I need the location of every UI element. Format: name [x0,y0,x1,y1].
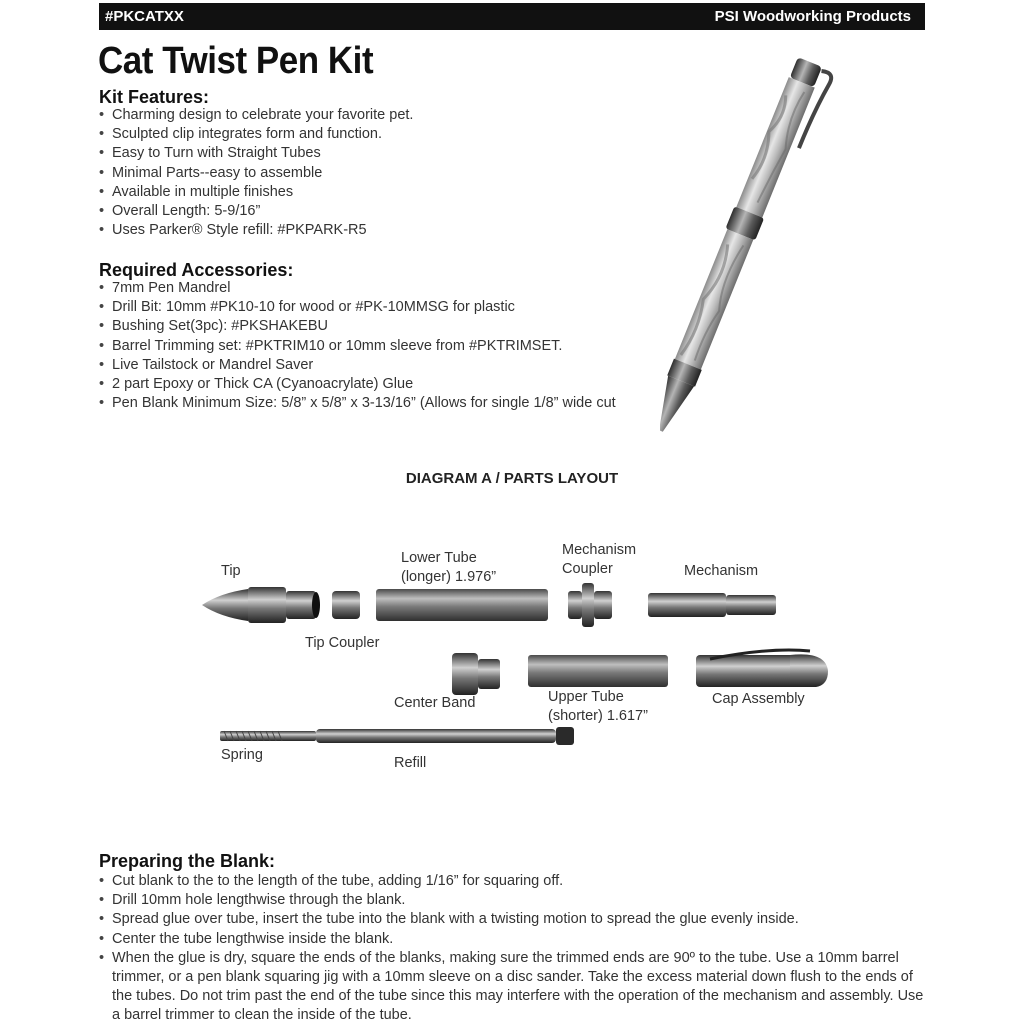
label-tip: Tip [221,563,241,579]
assembled-pen-image [660,40,930,460]
cap-assembly-part [696,650,828,687]
lower-tube-part [376,589,548,621]
page-title: Cat Twist Pen Kit [98,40,374,82]
tip-part [202,587,320,623]
refill-part [220,727,574,745]
header-bar [99,3,925,30]
label-center-band: Center Band [394,695,476,711]
list-item: • Barrel Trimming set: #PKTRIM10 or 10mm sleeve from #PKTRIMSET. [99,337,616,356]
label-upper-tube-length: (shorter) 1.617” [548,708,648,724]
features-list [99,106,413,240]
list-item: • Center the tube lengthwise inside the blank. [99,930,929,949]
list-item: • Uses Parker® Style refill: #PKPARK-R5 [99,221,413,240]
list-item: • Minimal Parts--easy to assemble [99,164,413,183]
label-upper-tube: Upper Tube [548,689,624,705]
list-item: • Drill 10mm hole lengthwise through the blank. [99,891,929,910]
label-mechanism-coupler-2: Coupler [562,561,613,577]
tip-coupler-part [332,591,360,619]
preparing-heading: Preparing the Blank: [99,851,276,871]
center-band-part [452,653,500,695]
list-item: • When the glue is dry, square the ends of the blanks, making sure the trimmed ends are 90º to the tube. Use a 10mm barrel trimmer, or a pen blank squaring jig with a 10mm sleeve on a disc sander. Take the excess material down flush to the ends of the tubes. Do not trim past the end of the tube since this may interfere with the operation of the mechanism and assembly. Use a barrel trimmer to clean the inside of the tube. [99,949,929,1026]
list-item: • Live Tailstock or Mandrel Saver [99,356,616,375]
list-item: • Spread glue over tube, insert the tube into the blank with a twisting motion to spread the glue evenly inside. [99,910,929,929]
accessories-heading: Required Accessories: [99,260,294,280]
parts-diagram [190,575,850,775]
mechanism-part [648,593,776,617]
label-spring: Spring [221,747,263,763]
brand-label: PSI Woodworking Products [714,8,911,25]
sku-label: #PKCATXX [105,8,184,25]
diagram-title: DIAGRAM A / PARTS LAYOUT [405,470,619,487]
label-cap-assembly: Cap Assembly [712,691,805,707]
list-item: • Pen Blank Minimum Size: 5/8” x 5/8” x 3-13/16” (Allows for single 1/8” wide cut [99,394,616,413]
label-refill: Refill [394,755,427,771]
list-item: • Overall Length: 5-9/16” [99,202,413,221]
list-item: • Available in multiple finishes [99,183,413,202]
label-lower-tube-length: (longer) 1.976” [401,569,497,585]
features-heading: Kit Features: [99,87,210,107]
list-item: • Easy to Turn with Straight Tubes [99,144,413,163]
list-item: • Bushing Set(3pc): #PKSHAKEBU [99,317,616,336]
label-mechanism: Mechanism [684,563,759,579]
list-item: • 7mm Pen Mandrel [99,279,616,298]
list-item: • Sculpted clip integrates form and function. [99,125,413,144]
accessories-list [99,279,616,413]
preparing-list [99,872,929,1026]
list-item: • 2 part Epoxy or Thick CA (Cyanoacrylate) Glue [99,375,616,394]
list-item: • Charming design to celebrate your favorite pet. [99,106,413,125]
list-item: • Drill Bit: 10mm #PK10-10 for wood or #PK-10MMSG for plastic [99,298,616,317]
label-tip-coupler: Tip Coupler [305,635,380,651]
label-mechanism-coupler: Mechanism [562,542,637,558]
mechanism-coupler-part [568,583,612,627]
label-lower-tube: Lower Tube [401,550,477,566]
list-item: • Cut blank to the to the length of the tube, adding 1/16” for squaring off. [99,872,929,891]
upper-tube-part [528,655,668,687]
